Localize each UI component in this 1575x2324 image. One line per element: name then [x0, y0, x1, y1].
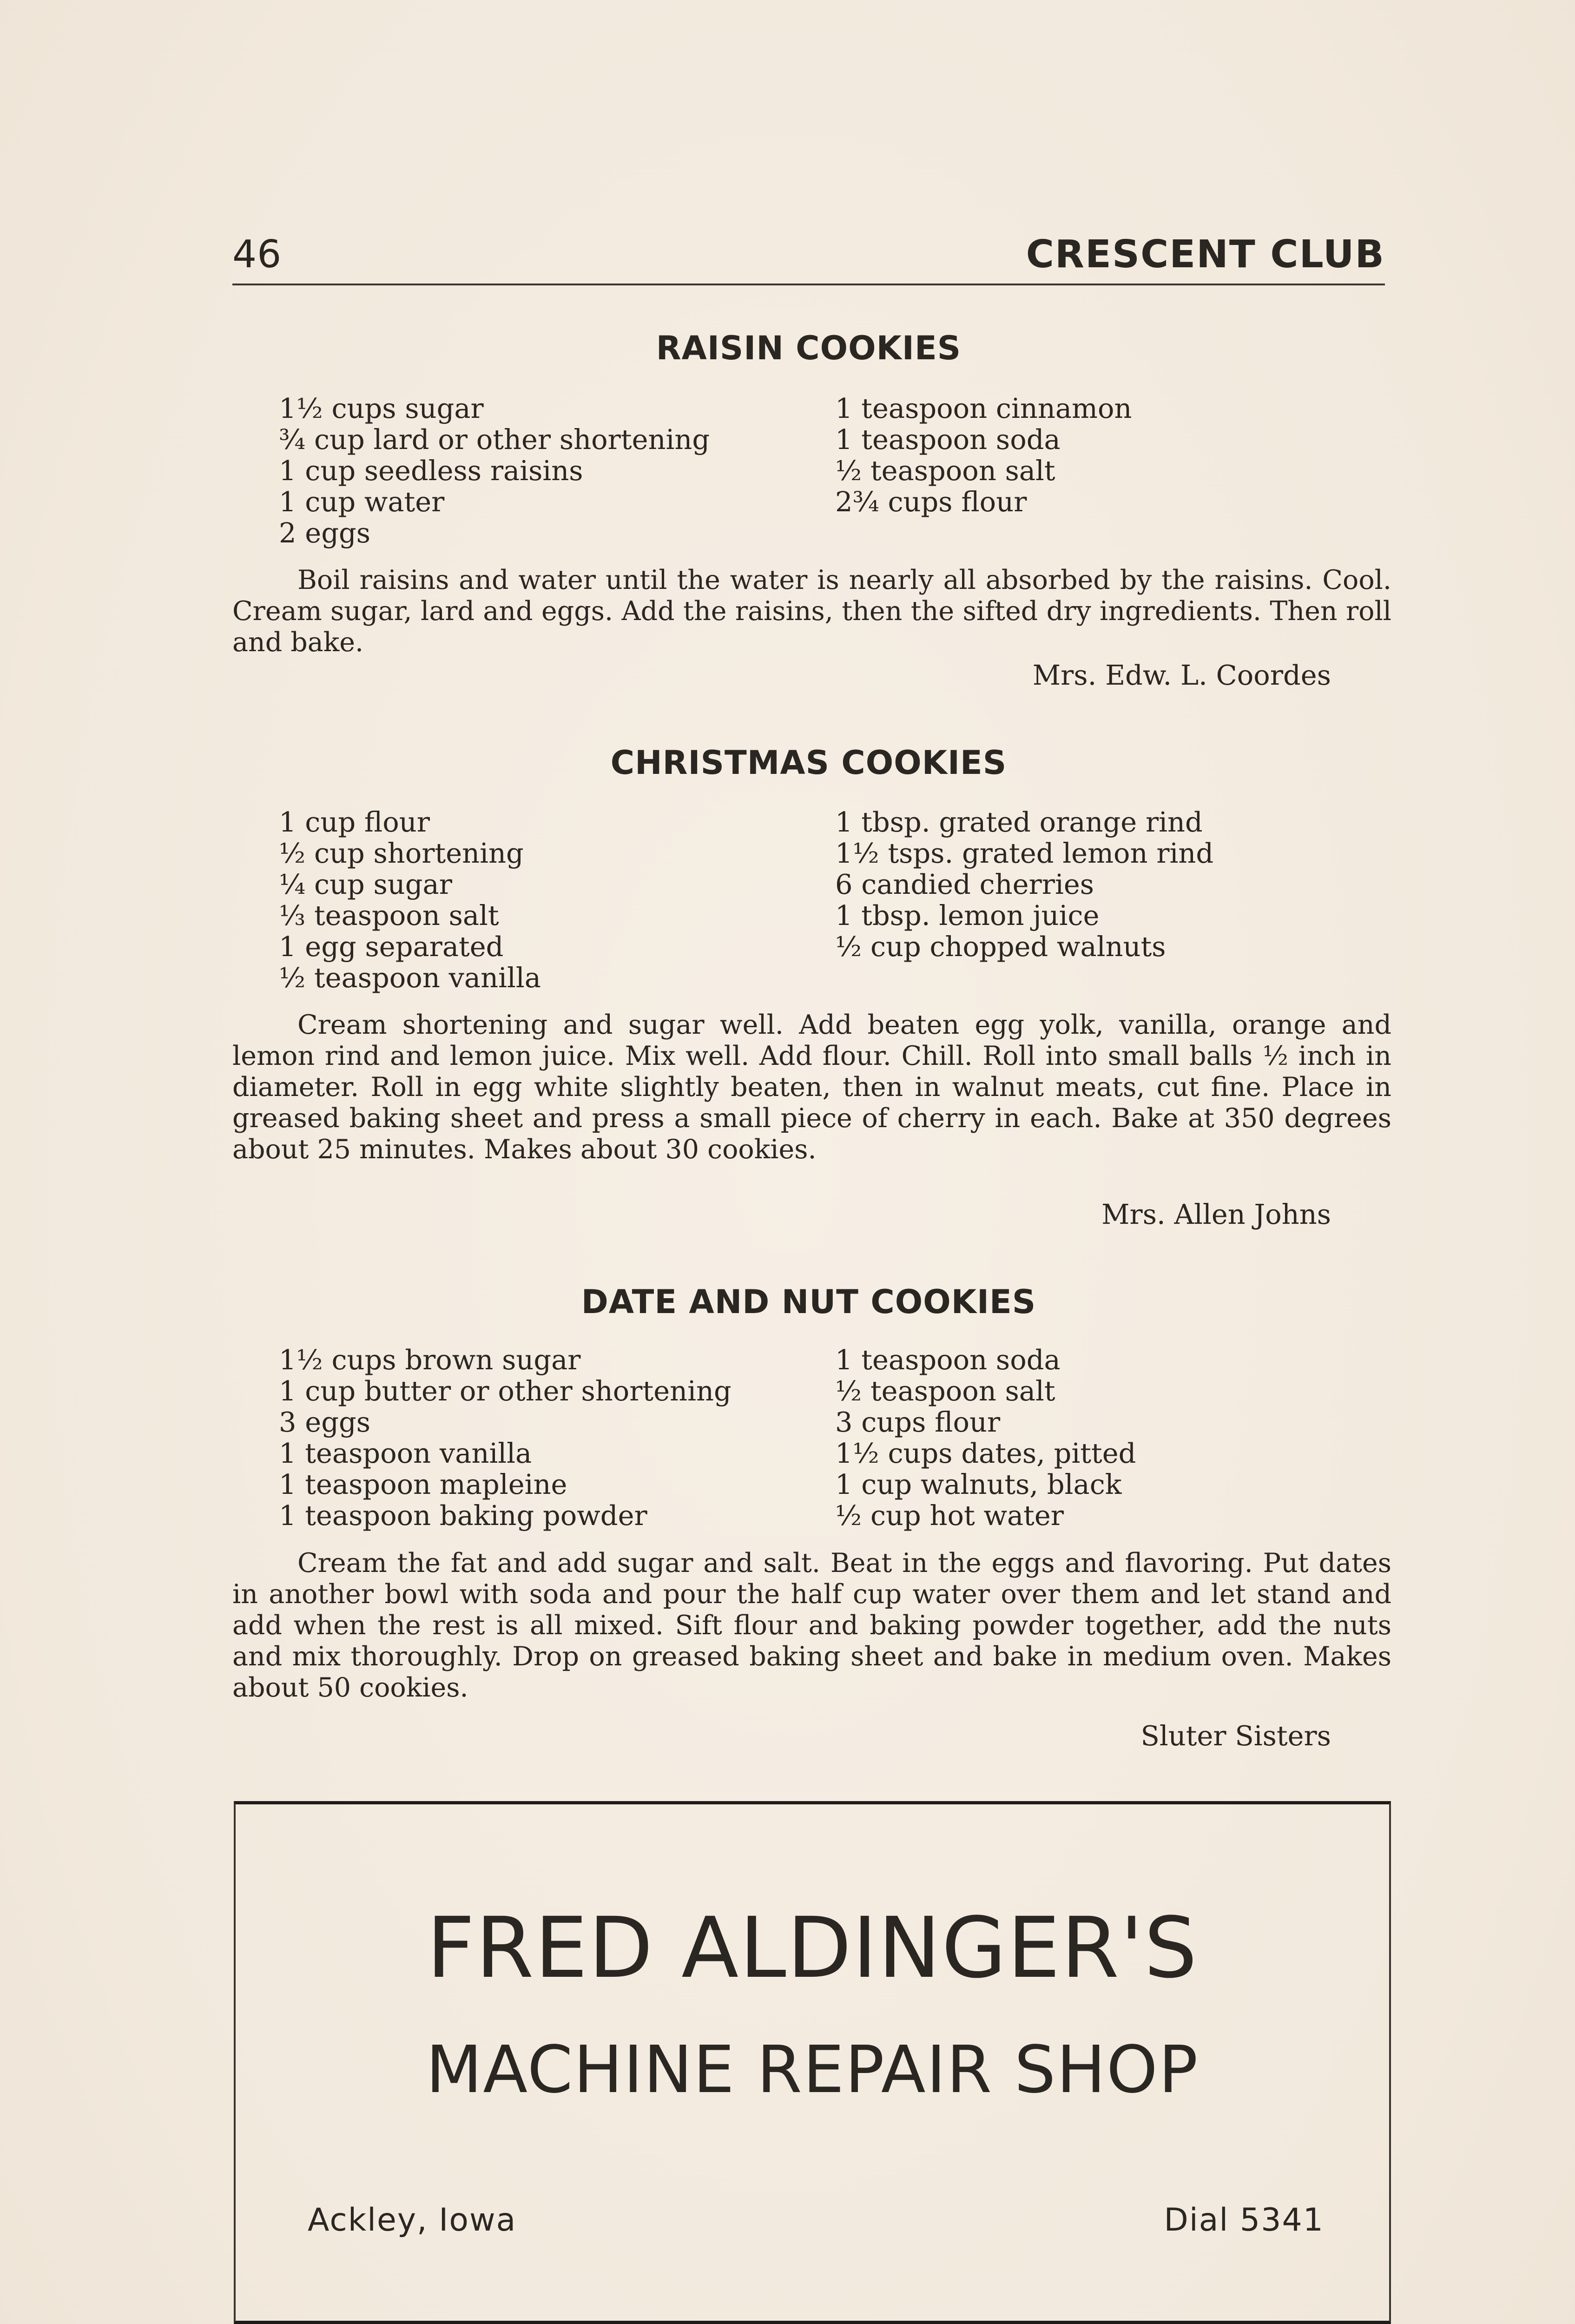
ingredient: ½ teaspoon vanilla [279, 962, 541, 994]
ingredient: 1½ cups sugar [279, 392, 484, 424]
recipe-method-raisin: Boil raisins and water until the water is nearly all absorbed by the raisins. Cool. Cream sugar, lard and eggs. Add the raisins, then the sifted dry ingredients. Then roll and bake. [232, 565, 1391, 658]
ad-business-type: MACHINE REPAIR SHOP [426, 2032, 1199, 2108]
ingredient: 3 eggs [279, 1406, 371, 1438]
ingredient: 6 candied cherries [835, 868, 1094, 900]
ingredient: 1 teaspoon soda [835, 1344, 1061, 1376]
ingredient: ½ cup shortening [279, 837, 524, 869]
running-head: CRESCENT CLUB [1026, 232, 1385, 277]
recipe-method-date-nut: Cream the fat and add sugar and salt. Beat in the eggs and flavoring. Put dates in another bowl with soda and pour the half cup water over them and let stand and add when the rest is all mixed. Sift flour and baking powder together, add the nuts and mix thoroughly. Drop on greased baking sheet and bake in medium oven. Makes about 50 cookies. [232, 1548, 1391, 1703]
ingredient: 1 teaspoon cinnamon [835, 392, 1132, 424]
ingredients-right-raisin [835, 393, 1132, 517]
ingredient: 1 tbsp. grated orange rind [835, 806, 1203, 838]
ingredients-left-raisin [279, 393, 710, 548]
recipe-credit-christmas: Mrs. Allen Johns [1101, 1198, 1331, 1230]
ingredient: 1 cup butter or other shortening [279, 1375, 731, 1407]
ingredients-left-christmas [279, 806, 541, 993]
ad-business-owner: FRED ALDINGER'S [427, 1900, 1198, 1997]
ingredient: ¼ cup sugar [279, 868, 452, 900]
ingredient: 1 cup seedless raisins [279, 455, 583, 487]
ingredient: 1 cup walnuts, black [835, 1468, 1122, 1500]
recipe-title-raisin-cookies: RAISIN COOKIES [656, 329, 962, 367]
recipe-title-christmas-cookies: CHRISTMAS COOKIES [610, 744, 1007, 782]
ingredient: ⅓ teaspoon salt [279, 899, 499, 931]
recipe-credit-date-nut: Sluter Sisters [1140, 1720, 1331, 1752]
ingredient: 1½ cups dates, pitted [835, 1437, 1136, 1469]
ingredient: 1 teaspoon soda [835, 423, 1061, 456]
ingredient: 1 cup water [279, 486, 445, 518]
advertisement-box [234, 1801, 1391, 2324]
recipe-credit-raisin: Mrs. Edw. L. Coordes [1032, 659, 1331, 691]
ad-phone: Dial 5341 [1164, 2202, 1324, 2238]
page-number: 46 [232, 232, 282, 277]
ingredient: ½ cup hot water [835, 1499, 1064, 1532]
ingredient: 1 teaspoon vanilla [279, 1437, 532, 1469]
ingredient: 1 egg separated [279, 931, 504, 963]
ingredient: 2 eggs [279, 517, 371, 549]
ingredient: ½ teaspoon salt [835, 455, 1055, 487]
ingredient: ¾ cup lard or other shortening [279, 423, 710, 456]
ingredient: 1 tbsp. lemon juice [835, 899, 1100, 931]
ingredient: 1 teaspoon baking powder [279, 1499, 647, 1532]
recipe-method-christmas: Cream shortening and sugar well. Add beaten egg yolk, vanilla, orange and lemon rind and lemon juice. Mix well. Add flour. Chill. Roll into small balls ½ inch in diameter. Roll in egg white slightly beaten, then in walnut meats, cut fine. Place in greased baking sheet and press a small piece of cherry in each. Bake at 350 degrees about 25 minutes. Makes about 30 cookies. [232, 1010, 1391, 1165]
ad-location: Ackley, Iowa [308, 2202, 517, 2238]
ingredient: ½ teaspoon salt [835, 1375, 1055, 1407]
ingredient: 1½ cups brown sugar [279, 1344, 581, 1376]
ingredient: 3 cups flour [835, 1406, 1001, 1438]
ingredients-left-date-nut [279, 1344, 731, 1531]
ingredient: 2¾ cups flour [835, 486, 1027, 518]
ingredient: 1½ tsps. grated lemon rind [835, 837, 1214, 869]
page-header [232, 232, 1385, 285]
recipe-title-date-nut-cookies: DATE AND NUT COOKIES [581, 1283, 1036, 1321]
ingredient: 1 teaspoon mapleine [279, 1468, 567, 1500]
ingredients-right-date-nut [835, 1344, 1136, 1531]
ingredients-right-christmas [835, 806, 1213, 962]
ingredient: 1 cup flour [279, 806, 430, 838]
ingredient: ½ cup chopped walnuts [835, 931, 1166, 963]
